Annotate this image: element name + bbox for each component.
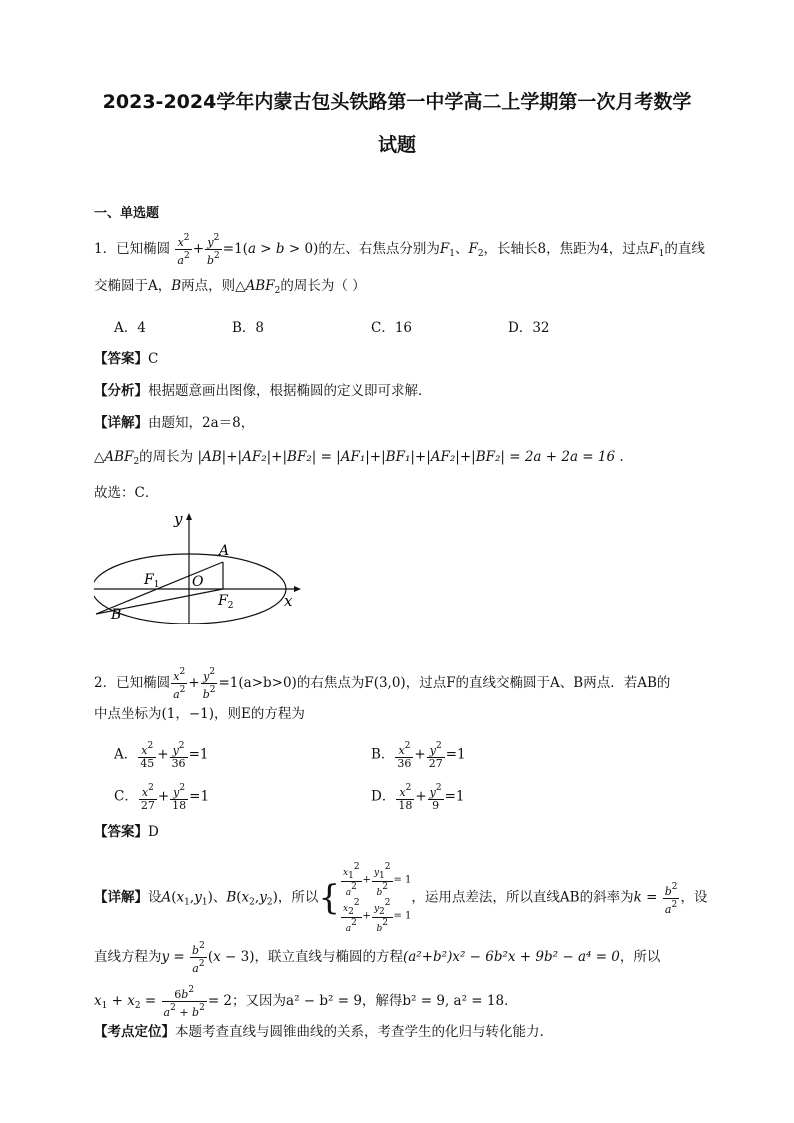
q1-conclusion: 故选：C． <box>94 485 159 501</box>
q2-option-b: B． $\frac{x^2}{36}$ + $\frac{y^2}{27}$ =1 <box>371 741 466 770</box>
label-A: A <box>219 543 230 559</box>
q2-stem-line2: 中点坐标为(1，−1)，则E的方程为 <box>94 706 305 722</box>
q1-option-a: A．4 <box>114 320 146 336</box>
q1-detail: 【详解】由题知，2a＝8， <box>94 415 255 431</box>
section-heading: 一、单选题 <box>94 206 160 221</box>
q1-analysis: 【分析】根据题意画出图像，根据椭圆的定义即可求解． <box>94 383 432 399</box>
doc-title-line2: 试题 <box>377 134 416 156</box>
ellipse-figure <box>94 512 324 624</box>
q2-option-a: A． $\frac{x^2}{45}$ + $\frac{y^2}{36}$ =1 <box>114 741 209 770</box>
label-O: O <box>192 574 204 590</box>
q2-option-d: D． $\frac{x^2}{18}$ + $\frac{y^2}{9}$ =1 <box>371 783 465 812</box>
q2-answer: 【答案】D <box>94 824 159 840</box>
q1-answer: 【答案】C <box>94 351 159 367</box>
q1-perimeter: $\triangle ABF_2$的周长为 |AB|+|AF₂|+|BF₂| = |AF₁|+|BF₁|+|AF₂|+|BF₂| = 2a + 2a = 16 . <box>94 449 624 467</box>
q1-stem-line1: 1．已知椭圆 $\frac{x^2}{a^2}$ + $\frac{y^2}{b^2}$ =1(a > b > 0)的左、右焦点分别为$F_1$、$F_2$，长轴长8，焦距为4，过点$F_1$的直线 <box>94 233 705 267</box>
label-F1: $F_1$ <box>144 572 160 590</box>
label-B: B <box>111 607 122 623</box>
q1-stem-line2: 交椭圆于A，B两点，则$\triangle ABF_2$的周长为（ ） <box>94 278 366 296</box>
label-x: x <box>284 592 293 610</box>
q1-option-c: C．16 <box>371 320 413 336</box>
q2-detail-line1: 【详解】设$A(x_1,y_1)$、$B(x_2,y_2)$，所以{ $\frac{x12}{a2}$ + $\frac{y12}{b2}$ = 1 $\frac{x22}{a2}$ + $\frac{y22}{b2}$ = 1，运用点差法，所以直线AB的斜率为k = $\frac{b^2}{a^2}$ ，设 <box>94 862 708 934</box>
label-y: y <box>174 512 183 528</box>
y-axis-arrow <box>186 513 192 520</box>
q2-detail-line2: 直线方程为y = $\frac{b^2}{a^2}$ (x − 3)，联立直线与椭圆的方程(a²+b²)x² − 6b²x + 9b² − a⁴ = 0，所以 <box>94 941 661 975</box>
q2-point: 【考点定位】本题考查直线与圆锥曲线的关系，考查学生的化归与转化能力. <box>94 1024 544 1040</box>
doc-title-line1: 2023-2024学年内蒙古包头铁路第一中学高二上学期第一次月考数学 <box>102 91 692 113</box>
q2-stem-line1: 2．已知椭圆 $\frac{x^2}{a^2}$ + $\frac{y^2}{b^2}$ =1(a>b>0)的右焦点为F(3,0)，过点F的直线交椭圆于A、B两点．若AB的 <box>94 667 671 701</box>
q2-option-c: C． $\frac{x^2}{27}$ + $\frac{y^2}{18}$ =1 <box>114 783 210 812</box>
q1-option-d: D．32 <box>508 320 550 336</box>
x-axis-arrow <box>294 586 301 592</box>
q1-option-b: B．8 <box>232 320 265 336</box>
q2-detail-line3: $x_1 + x_2$ = $\frac{6b^2}{a^2 + b^2}$ = 2；又因为a² − b² = 9，解得b² = 9, a² = 18． <box>94 985 518 1019</box>
label-F2: $F_2$ <box>218 593 234 611</box>
